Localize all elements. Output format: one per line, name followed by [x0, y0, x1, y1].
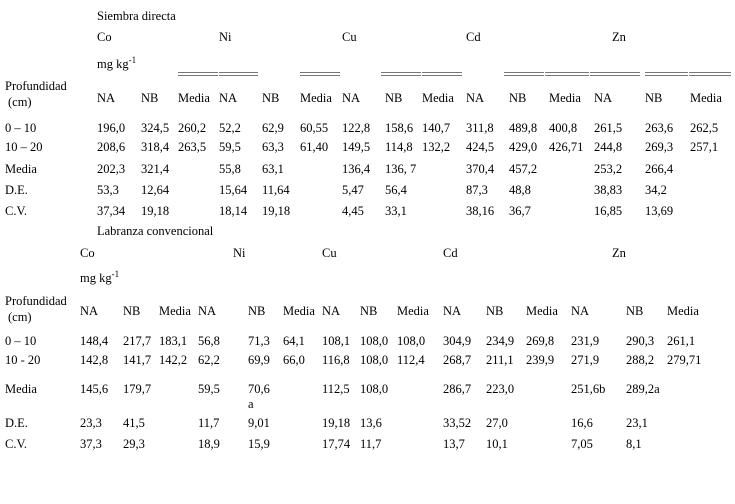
t1-element-co: Co	[97, 30, 112, 44]
t2-cell: 108,0	[397, 334, 426, 348]
t1-subheader: NB	[385, 91, 403, 105]
t1-subheader: NB	[645, 91, 663, 105]
t1-cell: 324,5	[141, 121, 170, 135]
t1-subheader: Media	[549, 91, 581, 105]
t1-cell: 13,69	[645, 204, 674, 218]
t2-cell: 37,3	[80, 437, 102, 451]
t1-cell: 34,2	[645, 183, 667, 197]
t2-cell: 251,6b	[571, 382, 606, 396]
t2-unit: mg $kg^{-1}$	[80, 268, 120, 285]
t1-cell: 114,8	[385, 140, 413, 154]
t1-cell: 263,6	[645, 121, 674, 135]
t1-subheader: NA	[219, 91, 238, 105]
t1-cell: 489,8	[509, 121, 538, 135]
t1-cell: 424,5	[466, 140, 495, 154]
t2-cell: 217,7	[123, 334, 152, 348]
t2-cell: 62,2	[198, 353, 220, 367]
t2-subheader: Media	[526, 304, 558, 318]
t2-cell: 15,9	[248, 437, 270, 451]
t2-cell: 286,7	[443, 382, 472, 396]
t1-subheader: Media	[690, 91, 722, 105]
t1-header-rule	[645, 72, 688, 76]
t2-cell: 41,5	[123, 416, 145, 430]
t2-row-header: Profundidad	[5, 294, 67, 308]
t1-cell: 140,7	[422, 121, 451, 135]
t1-header-rule	[422, 72, 462, 76]
t1-cell: 318,4	[141, 140, 170, 154]
t2-cell: 13,7	[443, 437, 465, 451]
t2-subheader: NB	[486, 304, 504, 318]
table1-title: Siembra directa	[97, 9, 176, 23]
t1-header-rule	[219, 72, 258, 76]
t2-cell: 211,1	[486, 353, 514, 367]
t1-cell: 5,47	[342, 183, 364, 197]
t1-row-label: 0 – 10	[5, 121, 37, 135]
t2-cell: 71,3	[248, 334, 270, 348]
t1-row-label: 10 – 20	[5, 140, 43, 154]
t1-cell: 60,55	[300, 121, 329, 135]
t1-subheader: NA	[594, 91, 613, 105]
t2-cell: 145,6	[80, 382, 109, 396]
t1-cell: 261,5	[594, 121, 623, 135]
t1-subheader: NB	[509, 91, 527, 105]
t2-subheader: NA	[571, 304, 590, 318]
t1-cell: 260,2	[178, 121, 207, 135]
t1-cell: 52,2	[219, 121, 241, 135]
t2-element-ni: Ni	[233, 246, 246, 260]
t2-cell: 271,9	[571, 353, 600, 367]
t1-header-rule	[504, 72, 544, 76]
t2-cell: 108,1	[322, 334, 351, 348]
t1-cell: 122,8	[342, 121, 371, 135]
t1-cell: 12,64	[141, 183, 170, 197]
t1-cell: 158,6	[385, 121, 414, 135]
t1-cell: 257,1	[690, 140, 719, 154]
t1-row-label: D.E.	[5, 183, 28, 197]
t1-cell: 457,2	[509, 162, 538, 176]
t2-cell: 108,0	[360, 353, 389, 367]
t1-subheader: NB	[262, 91, 280, 105]
t2-cell: 64,1	[283, 334, 305, 348]
t2-subheader: Media	[397, 304, 429, 318]
t2-cell: 19,18	[322, 416, 351, 430]
t1-header-rule	[300, 72, 340, 76]
t2-cell: 11,7	[198, 416, 220, 430]
t2-cell: 183,1	[159, 334, 188, 348]
t1-cell: 196,0	[97, 121, 126, 135]
t2-subheader: NB	[360, 304, 378, 318]
t1-cell: 11,64	[262, 183, 290, 197]
t2-cell: 142,8	[80, 353, 109, 367]
t2-row-label: Media	[5, 382, 37, 396]
t2-subheader: NB	[123, 304, 141, 318]
t2-cell: 7,05	[571, 437, 593, 451]
t1-cell: 4,45	[342, 204, 364, 218]
t1-header-rule	[381, 72, 421, 76]
t1-subheader: Media	[422, 91, 454, 105]
t2-subheader: Media	[283, 304, 315, 318]
t1-cell: 62,9	[262, 121, 284, 135]
t1-cell: 36,7	[509, 204, 531, 218]
t1-cell: 321,4	[141, 162, 170, 176]
t1-cell: 38,16	[466, 204, 495, 218]
t2-row-label: 10 - 20	[5, 353, 41, 367]
t2-cell: 234,9	[486, 334, 515, 348]
t2-cell: 112,4	[397, 353, 425, 367]
t1-cell: 38,83	[594, 183, 623, 197]
t2-cell: 23,1	[626, 416, 648, 430]
t2-element-cd: Cd	[443, 246, 458, 260]
t2-subheader: NA	[80, 304, 99, 318]
t2-cell: 11,7	[360, 437, 382, 451]
t1-cell: 55,8	[219, 162, 241, 176]
t2-cell: 279,71	[667, 353, 702, 367]
t2-cell: 8,1	[626, 437, 642, 451]
t1-subheader: NA	[97, 91, 116, 105]
t2-cell: 70,6	[248, 382, 270, 396]
t1-cell: 244,8	[594, 140, 623, 154]
t1-cell: 136,4	[342, 162, 371, 176]
t1-header-rule	[590, 72, 640, 76]
t1-cell: 263,5	[178, 140, 207, 154]
t1-subheader: Media	[178, 91, 210, 105]
t2-cell: 116,8	[322, 353, 350, 367]
t2-cell: 108,0	[360, 382, 389, 396]
t2-subheader: NB	[248, 304, 266, 318]
t1-cell: 370,4	[466, 162, 495, 176]
t2-cell-suffix: a	[248, 397, 254, 411]
t1-cell: 149,5	[342, 140, 371, 154]
t2-row-label: C.V.	[5, 437, 28, 451]
t2-cell: 141,7	[123, 353, 152, 367]
t2-cell: 268,7	[443, 353, 472, 367]
t2-cell: 108,0	[360, 334, 389, 348]
t1-cell: 262,5	[690, 121, 719, 135]
t2-row-label: D.E.	[5, 416, 28, 430]
t2-cell: 304,9	[443, 334, 472, 348]
t1-subheader: Media	[300, 91, 332, 105]
t2-cell: 16,6	[571, 416, 593, 430]
t1-cell: 19,18	[141, 204, 170, 218]
t2-cell: 10,1	[486, 437, 508, 451]
t1-row-header: Profundidad	[5, 79, 67, 93]
t2-cell: 66,0	[283, 353, 305, 367]
t1-cell: 53,3	[97, 183, 119, 197]
t1-element-zn: Zn	[612, 30, 626, 44]
t1-cell: 16,85	[594, 204, 623, 218]
t1-cell: 136, 7	[385, 162, 417, 176]
t1-cell: 19,18	[262, 204, 291, 218]
t2-subheader: NA	[443, 304, 462, 318]
t1-cell: 429,0	[509, 140, 538, 154]
t1-cell: 61,40	[300, 140, 329, 154]
t1-cell: 63,3	[262, 140, 284, 154]
t2-cell: 59,5	[198, 382, 220, 396]
t2-cell: 290,3	[626, 334, 655, 348]
t1-header-rule	[178, 72, 218, 76]
t2-subheader: NA	[198, 304, 217, 318]
t2-subheader: NA	[322, 304, 341, 318]
t2-cell: 23,3	[80, 416, 102, 430]
t2-cell: 18,9	[198, 437, 220, 451]
t1-cell: 15,64	[219, 183, 248, 197]
t2-cell: 33,52	[443, 416, 472, 430]
t1-row-header-unit: (cm)	[8, 95, 32, 109]
t1-cell: 253,2	[594, 162, 623, 176]
t2-cell: 239,9	[526, 353, 555, 367]
t1-cell: 59,5	[219, 140, 241, 154]
t1-cell: 266,4	[645, 162, 674, 176]
t1-cell: 87,3	[466, 183, 488, 197]
t1-cell: 33,1	[385, 204, 407, 218]
t2-cell: 29,3	[123, 437, 145, 451]
t2-cell: 112,5	[322, 382, 350, 396]
t2-cell: 56,8	[198, 334, 220, 348]
t2-row-header-unit: (cm)	[8, 310, 32, 324]
t2-cell: 179,7	[123, 382, 152, 396]
t1-row-label: Media	[5, 162, 37, 176]
t2-cell: 269,8	[526, 334, 555, 348]
t2-cell: 289,2a	[626, 382, 660, 396]
t2-cell: 261,1	[667, 334, 696, 348]
t1-element-cu: Cu	[342, 30, 357, 44]
t1-cell: 269,3	[645, 140, 674, 154]
t1-cell: 18,14	[219, 204, 248, 218]
t1-element-cd: Cd	[466, 30, 481, 44]
t2-cell: 13,6	[360, 416, 382, 430]
t1-cell: 208,6	[97, 140, 126, 154]
t1-cell: 426,71	[549, 140, 584, 154]
t2-element-co: Co	[80, 246, 95, 260]
t2-cell: 142,2	[159, 353, 188, 367]
table2-title: Labranza convencional	[97, 224, 214, 238]
t1-subheader: NA	[466, 91, 485, 105]
t1-cell: 63,1	[262, 162, 284, 176]
t1-subheader: NA	[342, 91, 361, 105]
t2-cell: 27,0	[486, 416, 508, 430]
t2-subheader: Media	[159, 304, 191, 318]
t1-element-ni: Ni	[219, 30, 232, 44]
t1-cell: 56,4	[385, 183, 407, 197]
t2-element-cu: Cu	[322, 246, 337, 260]
t2-cell: 148,4	[80, 334, 109, 348]
t2-subheader: Media	[667, 304, 699, 318]
t1-cell: 202,3	[97, 162, 126, 176]
t1-cell: 400,8	[549, 121, 578, 135]
t2-element-zn: Zn	[612, 246, 626, 260]
t1-cell: 37,34	[97, 204, 126, 218]
t1-unit: mg $kg^{-1}$	[97, 54, 137, 71]
t1-row-label: C.V.	[5, 204, 28, 218]
t1-header-rule	[689, 72, 731, 76]
t1-cell: 311,8	[466, 121, 494, 135]
t2-cell: 231,9	[571, 334, 600, 348]
t2-cell: 9,01	[248, 416, 270, 430]
t2-subheader: NB	[626, 304, 644, 318]
t2-cell: 288,2	[626, 353, 655, 367]
t1-header-rule	[545, 72, 589, 76]
t2-cell: 223,0	[486, 382, 515, 396]
t2-row-label: 0 – 10	[5, 334, 37, 348]
t2-cell: 17,74	[322, 437, 351, 451]
t1-subheader: NB	[141, 91, 159, 105]
t1-cell: 48,8	[509, 183, 531, 197]
t1-cell: 132,2	[422, 140, 451, 154]
t2-cell: 69,9	[248, 353, 270, 367]
